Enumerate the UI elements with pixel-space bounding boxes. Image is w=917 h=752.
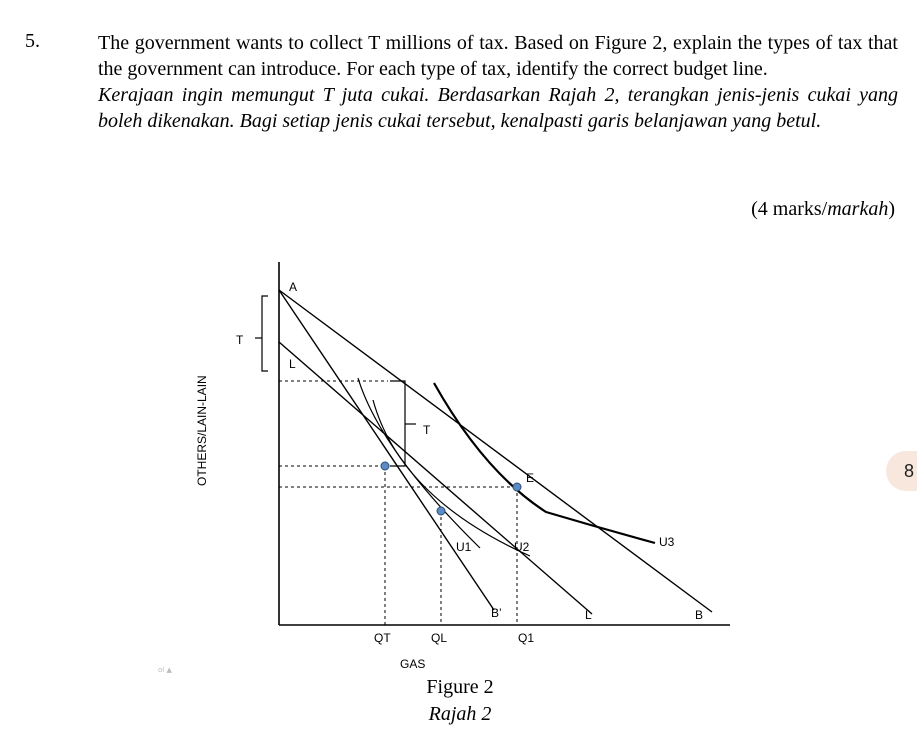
label-u2: U2 (514, 540, 530, 554)
figure-caption-en: Figure 2 (426, 676, 494, 698)
label-a: A (289, 280, 298, 294)
page-number-tab[interactable]: 8 (886, 451, 917, 491)
label-q1: Q1 (518, 631, 535, 645)
question-english: The government wants to collect T millions of tax. Based on Figure 2, explain the types of tax that the government can introduce. For each type of tax, identify the correct budget line. (98, 32, 898, 80)
label-ql: QL (431, 631, 448, 645)
point-e (513, 483, 521, 491)
scan-artifact: ol ▲ (158, 666, 172, 674)
indifference-curve-u2 (373, 400, 530, 556)
question-malay: Kerajaan ingin memungut T juta cukai. Berdasarkan Rajah 2, terangkan jenis-jenis cukai yang boleh dikenakan. Bagi setiap jenis cukai tersebut, kenalpasti garis belanjawan yang betul. (98, 84, 898, 132)
marks-prefix: (4 marks/ (751, 198, 828, 220)
question-number: 5. (25, 30, 40, 52)
y-axis-label: OTHERS/LAIN-LAIN (195, 375, 209, 486)
label-t-left: T (236, 333, 244, 347)
budget-line-ll (279, 342, 592, 614)
label-t-bracket: T (423, 423, 431, 437)
point-qt (381, 462, 389, 470)
label-l-top: L (289, 357, 296, 371)
point-ql (437, 507, 445, 515)
label-l-bottom: L (585, 608, 592, 622)
label-b-prime: B’ (491, 606, 502, 620)
figure-caption-my: Rajah 2 (428, 703, 492, 725)
indifference-curve-u3 (434, 383, 655, 543)
budget-line-ab-prime (279, 290, 494, 610)
marks-suffix: ) (888, 198, 895, 220)
x-axis-label: GAS (400, 657, 426, 671)
label-u3: U3 (659, 535, 675, 549)
budget-line-ab (279, 290, 712, 612)
label-qt: QT (374, 631, 391, 645)
tax-bracket-left (262, 296, 268, 371)
label-u1: U1 (456, 540, 472, 554)
label-b: B (695, 608, 704, 622)
label-e: E (526, 471, 535, 485)
marks-italic: markah (827, 198, 889, 220)
